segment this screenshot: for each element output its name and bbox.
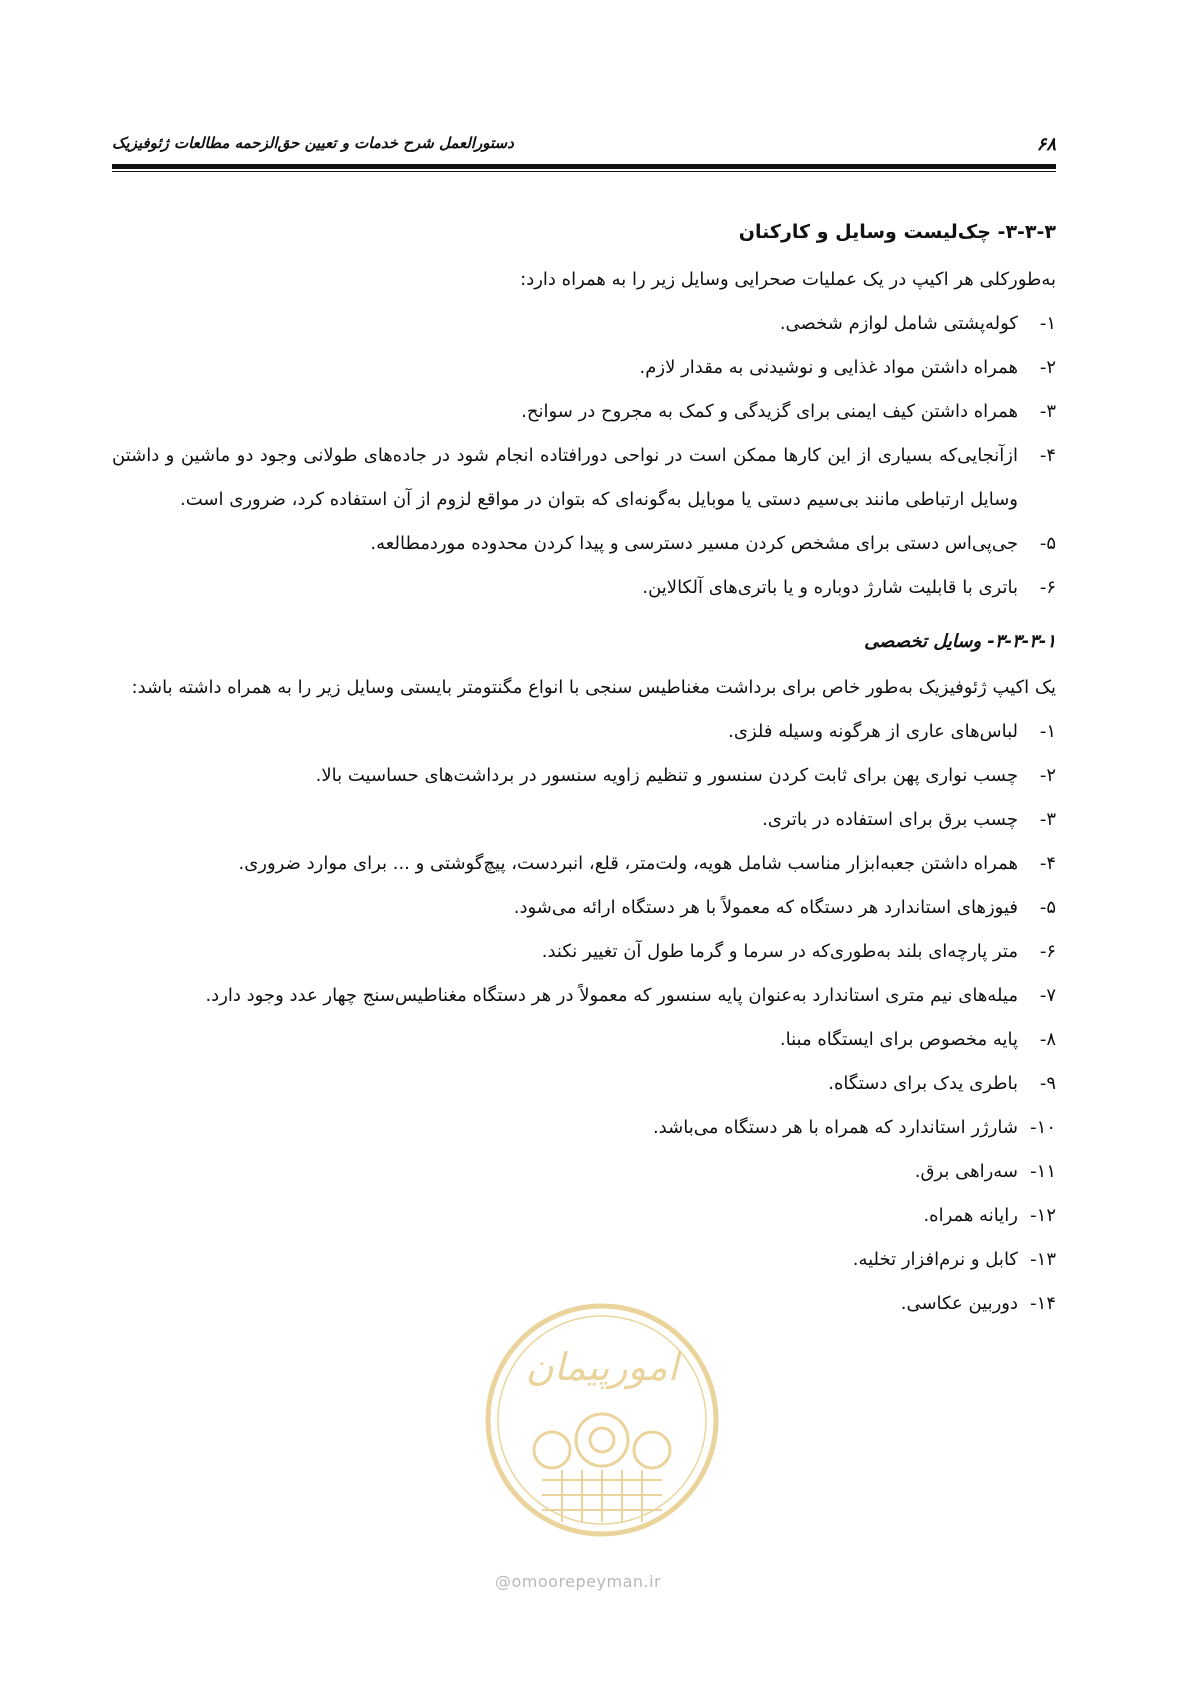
list-number: ۲- [1039, 357, 1056, 378]
subsection-heading: ۳-۳-۳-۱- وسایل تخصصی [864, 631, 1056, 652]
list-number: ۷- [1039, 985, 1056, 1006]
list-number: ۱۳- [1030, 1249, 1056, 1270]
list-item [112, 302, 1056, 346]
list-number: ۱- [1039, 721, 1056, 742]
header-rule-thin [112, 171, 1056, 172]
list-item [112, 522, 1056, 566]
list-number: ۴- [1039, 853, 1056, 874]
list-item [112, 434, 1056, 522]
section-intro: به‌طورکلی هر اکیپ در یک عملیات صحرایی وسایل زیر را به همراه دارد: [520, 269, 1056, 290]
list-text: چسب نواری پهن برای ثابت کردن سنسور و تنظیم زاویه سنسور در برداشت‌های حساسیت بالا. [315, 765, 1018, 786]
list-item [112, 930, 1056, 974]
list-text: همراه داشتن جعبه‌ابزار مناسب شامل هویه، ولت‌متر، قلع، انبردست، پیچ‌گوشتی و ... برای موارد ضروری. [238, 853, 1018, 874]
gear-icon [534, 1414, 670, 1468]
section-list [112, 302, 1056, 610]
list-number: ۱۰- [1030, 1117, 1056, 1138]
list-text: همراه داشتن مواد غذایی و نوشیدنی به مقدار لازم. [639, 357, 1018, 378]
list-number: ۵- [1039, 897, 1056, 918]
stamp-logo-text: امورپیمان [525, 1345, 679, 1389]
list-number: ۵- [1039, 533, 1056, 554]
running-title: دستورالعمل شرح خدمات و تعیین حق‌الزحمه مطالعات ژئوفیزیک [112, 134, 514, 152]
list-item [112, 1062, 1056, 1106]
list-text: چسب برق برای استفاده در باتری. [762, 809, 1018, 830]
list-text: همراه داشتن کیف ایمنی برای گزیدگی و کمک به مجروح در سوانح. [521, 401, 1018, 422]
list-number: ۶- [1039, 941, 1056, 962]
list-text: کابل و نرم‌افزار تخلیه. [852, 1249, 1018, 1270]
list-text: ازآنجایی‌که بسیاری از این کارها ممکن است در نواحی دورافتاده انجام شود در جاده‌های طولانی وجود دو ماشین و داشتن وسایل ارتباطی مانند بی‌سیم دستی یا موبایل به‌گونه‌ای که بتوان در مواقع لزوم از آن استفاده کرد، ضروری است. [112, 445, 1018, 510]
list-text: میله‌های نیم متری استاندارد به‌عنوان پایه سنسور که معمولاً در هر دستگاه مغناطیس‌سنج چهار عدد وجود دارد. [205, 985, 1018, 1006]
list-number: ۳- [1039, 401, 1056, 422]
list-item [112, 842, 1056, 886]
list-number: ۹- [1039, 1073, 1056, 1094]
list-item [112, 1150, 1056, 1194]
list-item [112, 1194, 1056, 1238]
grid-icon [542, 1470, 662, 1522]
list-text: سه‌راهی برق. [914, 1161, 1018, 1182]
list-number: ۱۱- [1030, 1161, 1056, 1182]
header-rule-thick [112, 164, 1056, 169]
list-number: ۱۲- [1030, 1205, 1056, 1226]
watermark-stamp [482, 1300, 722, 1540]
subsection-intro: یک اکیپ ژئوفیزیک به‌طور خاص برای برداشت مغناطیس سنجی با انواع مگنتومتر بایستی وسایل زیر را به همراه داشته باشد: [131, 677, 1056, 698]
list-item [112, 390, 1056, 434]
list-item [112, 798, 1056, 842]
list-item [112, 886, 1056, 930]
list-number: ۸- [1039, 1029, 1056, 1050]
subsection-list [112, 710, 1056, 1326]
page-header [112, 128, 1056, 160]
list-text: دوربین عکاسی. [900, 1293, 1018, 1314]
list-item [112, 754, 1056, 798]
list-item [112, 346, 1056, 390]
page-number: ۶۸ [1036, 134, 1056, 155]
list-text: فیوزهای استاندارد هر دستگاه که معمولاً با هر دستگاه ارائه می‌شود. [513, 897, 1018, 918]
list-text: باتری با قابلیت شارژ دوباره و یا باتری‌های آلکالاین. [642, 577, 1018, 598]
list-number: ۳- [1039, 809, 1056, 830]
list-number: ۴- [1039, 445, 1056, 466]
section-heading: ۳-۳-۳- چک‌لیست وسایل و کارکنان [738, 221, 1056, 243]
document-body [112, 210, 1056, 1326]
list-number: ۲- [1039, 765, 1056, 786]
list-item [112, 710, 1056, 754]
list-item [112, 1238, 1056, 1282]
list-text: لباس‌های عاری از هرگونه وسیله فلزی. [728, 721, 1018, 742]
list-number: ۱۴- [1030, 1293, 1056, 1314]
list-item [112, 1018, 1056, 1062]
list-text: رایانه همراه. [923, 1205, 1018, 1226]
list-text: شارژر استاندارد که همراه با هر دستگاه می‌باشد. [652, 1117, 1018, 1138]
list-text: باطری یدک برای دستگاه. [828, 1073, 1018, 1094]
list-text: جی‌پی‌اس دستی برای مشخص کردن مسیر دسترسی و پیدا کردن محدوده موردمطالعه. [370, 533, 1018, 554]
list-item [112, 566, 1056, 610]
list-number: ۶- [1039, 577, 1056, 598]
list-text: کوله‌پشتی شامل لوازم شخصی. [779, 313, 1018, 334]
list-text: متر پارچه‌ای بلند به‌طوری‌که در سرما و گرما طول آن تغییر نکند. [541, 941, 1018, 962]
list-number: ۱- [1039, 313, 1056, 334]
list-item [112, 1106, 1056, 1150]
list-text: پایه مخصوص برای ایستگاه مبنا. [779, 1029, 1018, 1050]
watermark-site: @omoorepeyman.ir [495, 1572, 662, 1591]
list-item [112, 974, 1056, 1018]
